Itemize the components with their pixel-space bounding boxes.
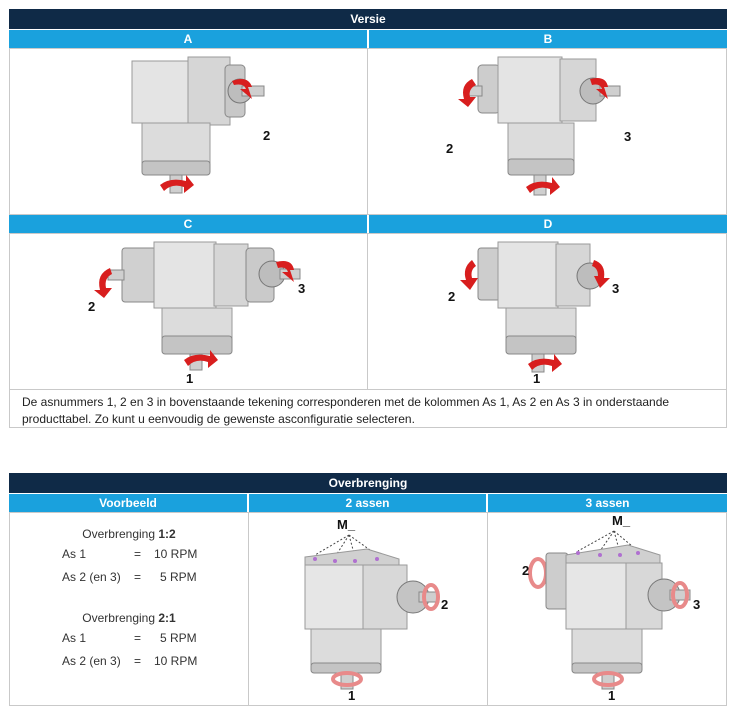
two-axes-cell (249, 512, 488, 706)
example-value: 10 RPM (154, 654, 198, 668)
column-header-3-assen: 3 assen (488, 494, 727, 512)
axis-number: 3 (298, 281, 306, 296)
column-header-voorbeeld: Voorbeeld (9, 494, 247, 512)
gearbox-three-axes-illustration (488, 513, 725, 705)
axis-number: 1 (186, 371, 194, 386)
versie-title: Versie (9, 9, 727, 29)
axis-number: 2 (448, 289, 456, 304)
variant-c-cell (9, 233, 368, 390)
versie-table (9, 9, 727, 428)
axis-number: 1 (608, 688, 616, 703)
example-cell (9, 512, 249, 706)
variant-d-header: D (369, 215, 727, 233)
example-eq: = (134, 547, 142, 561)
axis-number: 3 (693, 597, 701, 612)
overbrenging-title: Overbrenging (9, 473, 727, 493)
axis-number: 1 (348, 688, 356, 703)
gearbox-c-illustration (10, 234, 367, 389)
overbrenging-table (9, 473, 727, 706)
example-axis: As 1 (62, 547, 87, 561)
example-axis: As 1 (62, 631, 87, 645)
example-eq: = (134, 654, 142, 668)
example-axis: As 2 (en 3) (62, 570, 121, 584)
versie-note: De asnummers 1, 2 en 3 in bovenstaande tekening corresponderen met de kolommen As 1, As 2 en As 3 in onderstaande producttabel. Zo kunt u eenvoudig de gewenste asconfiguratie selecteren. (9, 390, 727, 428)
axis-number: 2 (88, 299, 96, 314)
example-value: 10 RPM (154, 547, 198, 561)
axis-number: 2 (446, 141, 454, 156)
axis-number: 2 (441, 597, 449, 612)
variant-d-cell (368, 233, 727, 390)
example-value: 5 RPM (160, 631, 197, 645)
variant-b-cell (368, 48, 727, 215)
gearbox-a-illustration (10, 49, 367, 214)
gearbox-two-axes-illustration (249, 513, 486, 705)
example-title: Overbrenging 2:1 (82, 611, 176, 625)
axis-number: 3 (624, 129, 632, 144)
gearbox-b-illustration (368, 49, 725, 214)
rotation-arrow-icon (94, 268, 112, 298)
variant-b-header: B (369, 30, 727, 48)
axis-number: 2 (522, 563, 530, 578)
example-title: Overbrenging 1:2 (82, 527, 176, 541)
example-eq: = (134, 570, 142, 584)
gearbox-d-illustration (368, 234, 725, 389)
example-axis: As 2 (en 3) (62, 654, 121, 668)
m-label: M_ (612, 513, 631, 528)
variant-a-header: A (9, 30, 367, 48)
column-header-2-assen: 2 assen (249, 494, 486, 512)
example-eq: = (134, 631, 142, 645)
rotation-arrow-icon (460, 260, 478, 290)
m-label: M_ (337, 517, 356, 532)
example-value: 5 RPM (160, 570, 197, 584)
three-axes-cell (488, 512, 727, 706)
axis-number: 2 (263, 128, 271, 143)
axis-number: 3 (612, 281, 620, 296)
variant-c-header: C (9, 215, 367, 233)
axis-number: 1 (533, 371, 541, 386)
variant-a-cell (9, 48, 368, 215)
